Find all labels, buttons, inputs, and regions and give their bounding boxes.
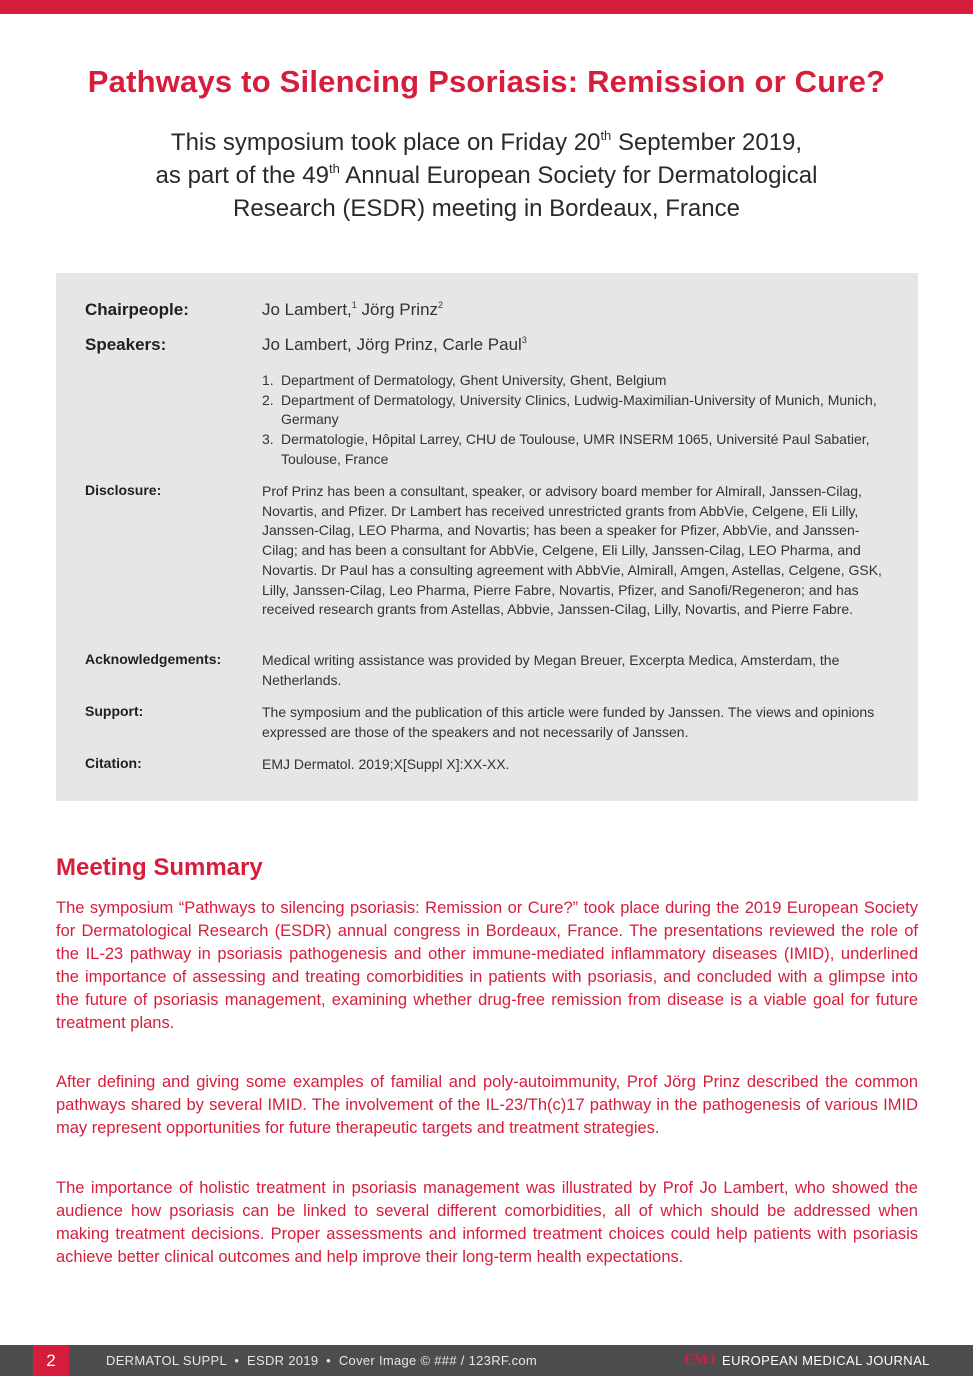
speakers-label: Speakers: xyxy=(85,335,167,354)
disclosure-text: Prof Prinz has been a consultant, speaker, or advisory board member for Almirall, Janssen-Cilag, Novartis, and Pfizer. Dr Lambert has received unrestricted grants from AbbVie, Celgene, Eli Lilly, Janssen-Cilag, LEO Pharma, and Novartis; has been a speaker for Pfizer, AbbVie, and Janssen-Cilag; and has been a consultant for AbbVie, Celgene, Eli Lilly, Janssen-Cilag, LEO Pharma, and Novartis. Dr Paul has a consulting agreement with AbbVie, Almirall, Amgen, Astellas, Celgene, GSK, Lilly, Janssen-Cilag, Leo Pharma, Pierre Fabre, Novartis, Pfizer, and Sanofi/Regeneron; and has received research grants from Astellas, Abbvie, Janssen-Cilag, Lilly, Novartis, and Pierre Fabre. xyxy=(262,483,882,618)
emj-logo: EMJ xyxy=(684,1352,716,1368)
affiliation-item: 3. Dermatologie, Hôpital Larrey, CHU de Toulouse, UMR INSERM 1065, Université Paul Sabatier, Toulouse, France xyxy=(262,431,870,467)
acknowledgements-text: Medical writing assistance was provided by Megan Breuer, Excerpta Medica, Amsterdam, the Netherlands. xyxy=(262,652,840,688)
journal-name: EUROPEAN MEDICAL JOURNAL xyxy=(722,1353,930,1368)
summary-paragraph-1: The symposium “Pathways to silencing psoriasis: Remission or Cure?” took place during the 2019 European Society for Dermatological Research (ESDR) annual congress in Bordeaux, France. The presentations reviewed the role of the IL-23 pathway in psoriasis pathogenesis and other immune-mediated inflammatory diseases (IMID), underlined the importance of assessing and treating comorbidities in patients with psoriasis, and concluded with a glimpse into the future of psoriasis management, examining whether drug-free remission from disease is a viable goal for future treatment plans. xyxy=(56,899,918,1033)
chairpeople-label: Chairpeople: xyxy=(85,300,189,319)
article-title: Pathways to Silencing Psoriasis: Remission or Cure? xyxy=(87,64,886,99)
article-subtitle xyxy=(60,126,913,225)
affiliation-item: 1. Department of Dermatology, Ghent University, Ghent, Belgium xyxy=(262,372,667,388)
top-accent-bar xyxy=(0,0,973,14)
affiliations-list xyxy=(262,371,895,470)
support-label: Support: xyxy=(85,703,144,719)
subtitle-line-2: as part of the 49th Annual European Society for Dermatological xyxy=(155,161,818,189)
subtitle-line-3: Research (ESDR) meeting in Bordeaux, France xyxy=(233,195,740,222)
info-box xyxy=(56,273,918,801)
support-text: The symposium and the publication of this article were funded by Janssen. The views and opinions expressed are those of the speakers and not necessarily of Janssen. xyxy=(262,704,875,740)
chairpeople-value: Jo Lambert,$^1$ Jörg Prinz$^2$ xyxy=(262,300,444,319)
footer-info-text: DERMATOL SUPPL • ESDR 2019 • Cover Image © ### / 123RF.com xyxy=(106,1353,538,1368)
meeting-summary-heading: Meeting Summary xyxy=(56,854,263,881)
summary-paragraph-3: The importance of holistic treatment in psoriasis management was illustrated by Prof Jo Lambert, who showed the audience how psoriasis can be linked to several different comorbidities, all of which should be addressed when making treatment decisions. Proper assessments and informed treatment choices could help patients with psoriasis achieve better clinical outcomes and help improve their long-term health expectations. xyxy=(56,1179,918,1267)
page-number: 2 xyxy=(33,1345,69,1376)
summary-paragraph-2: After defining and giving some examples of familial and poly-autoimmunity, Prof Jörg Prinz described the common pathways shared by several IMID. The involvement of the IL-23/Th(c)17 pathway in the pathogenesis of various IMID may represent opportunities for future therapeutic targets and treatment strategies. xyxy=(56,1073,918,1138)
page-footer xyxy=(0,1345,973,1376)
acknowledgements-label: Acknowledgements: xyxy=(85,651,222,667)
subtitle-line-1: This symposium took place on Friday 20th September 2019, xyxy=(170,128,803,156)
affiliation-item: 2. Department of Dermatology, University Clinics, Ludwig-Maximilian-University of Munich, Munich, Germany xyxy=(262,391,877,428)
citation-text: EMJ Dermatol. 2019;X[Suppl X]:XX-XX. xyxy=(262,756,510,772)
speakers-value: Jo Lambert, Jörg Prinz, Carle Paul$^3$ xyxy=(262,335,527,354)
citation-label: Citation: xyxy=(85,755,142,771)
disclosure-label: Disclosure: xyxy=(85,482,162,498)
